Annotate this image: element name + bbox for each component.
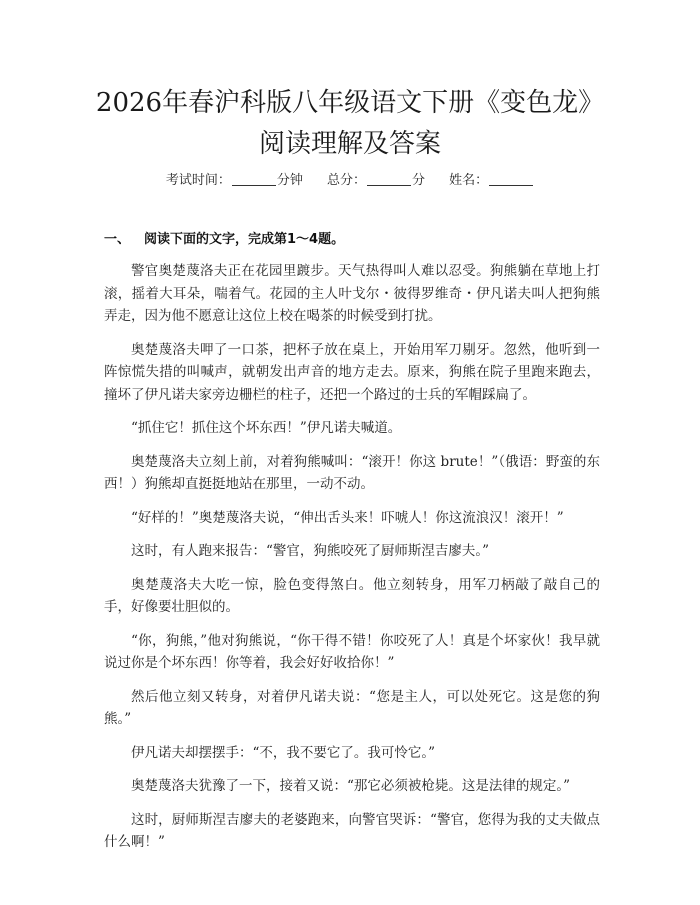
passage-paragraph: 奥楚蔑洛夫大吃一惊，脸色变得煞白。他立刻转身，用军刀柄敲了敲自己的手，好像要壮胆似的。 bbox=[104, 576, 600, 615]
passage-paragraph: 奥楚蔑洛夫犹豫了一下，接着又说：“那它必须被枪毙。这是法律的规定。” bbox=[131, 778, 571, 794]
student-name-label: 姓名： bbox=[449, 173, 489, 188]
exam-time-unit: 分钟 bbox=[276, 173, 303, 188]
total-score-unit: 分 bbox=[412, 173, 426, 188]
student-name-blank[interactable] bbox=[489, 173, 533, 186]
passage-paragraph: “好样的！”奥楚蔑洛夫说，“伸出舌头来！吓唬人！你这流浪汉！滚开！” bbox=[131, 509, 564, 526]
exam-info-bar bbox=[0, 172, 700, 190]
passage-paragraph: 这时，有人跑来报告：“警官，狗熊咬死了厨师斯涅吉廖夫。” bbox=[131, 543, 490, 559]
passage-paragraph: 奥楚蔑洛夫立刻上前，对着狗熊喊叫：“滚开！你这 brute！”（俄语：野蛮的东西！）狗熊却直挺挺地站在那里，一动不动。 bbox=[104, 453, 600, 492]
total-score-label: 总分： bbox=[326, 173, 366, 188]
title-line-1: 2026年春沪科版八年级语文下册《变色龙》 bbox=[95, 88, 605, 118]
exam-time-blank[interactable] bbox=[232, 173, 276, 186]
passage-paragraph: “抓住它！抓住这个坏东西！”伊凡诺夫喊道。 bbox=[131, 420, 402, 436]
exam-time-label: 考试时间： bbox=[165, 173, 231, 188]
exam-time-field bbox=[166, 172, 303, 190]
reading-passage bbox=[104, 260, 600, 865]
total-score-blank[interactable] bbox=[367, 173, 411, 186]
passage-paragraph: 警官奥楚蔑洛夫正在花园里踱步。天气热得叫人难以忍受。狗熊躺在草地上打滚，摇着大耳朵，喘着气。花园的主人叶戈尔・彼得罗维奇・伊凡诺夫叫人把狗熊弄走，因为他不愿意让这位上校在喝茶的时候受到打扰。 bbox=[104, 263, 600, 324]
passage-paragraph: “你，狗熊，”他对狗熊说，“你干得不错！你咬死了人！真是个坏家伙！我早就说过你是个坏东西！你等着，我会好好收拾你！” bbox=[104, 632, 600, 671]
title-line-2: 阅读理解及答案 bbox=[258, 129, 441, 159]
passage-paragraph: 伊凡诺夫却摆摆手：“不，我不要它了。我可怜它。” bbox=[131, 744, 436, 761]
student-name-field bbox=[449, 172, 534, 190]
passage-paragraph: 然后他立刻又转身，对着伊凡诺夫说：“您是主人，可以处死它。这是您的狗熊。” bbox=[104, 688, 600, 727]
section-heading bbox=[104, 231, 344, 249]
passage-paragraph: 奥楚蔑洛夫呷了一口茶，把杯子放在桌上，开始用军刀剔牙。忽然，他听到一阵惊慌失措的叫喊声，就朝发出声音的地方走去。原来，狗熊在院子里跑来跑去，撞坏了伊凡诺夫家旁边栅栏的柱子，还把一个路过的士兵的军帽踩扁了。 bbox=[104, 341, 600, 403]
passage-paragraph: 这时，厨师斯涅吉廖夫的老婆跑来，向警官哭诉：“警官，您得为我的丈夫做点什么啊！” bbox=[104, 811, 600, 850]
section-instruction: 阅读下面的文字，完成第1～4题。 bbox=[144, 232, 345, 247]
total-score-field bbox=[327, 172, 425, 190]
document-title bbox=[0, 86, 700, 161]
section-number: 一、 bbox=[104, 232, 131, 247]
